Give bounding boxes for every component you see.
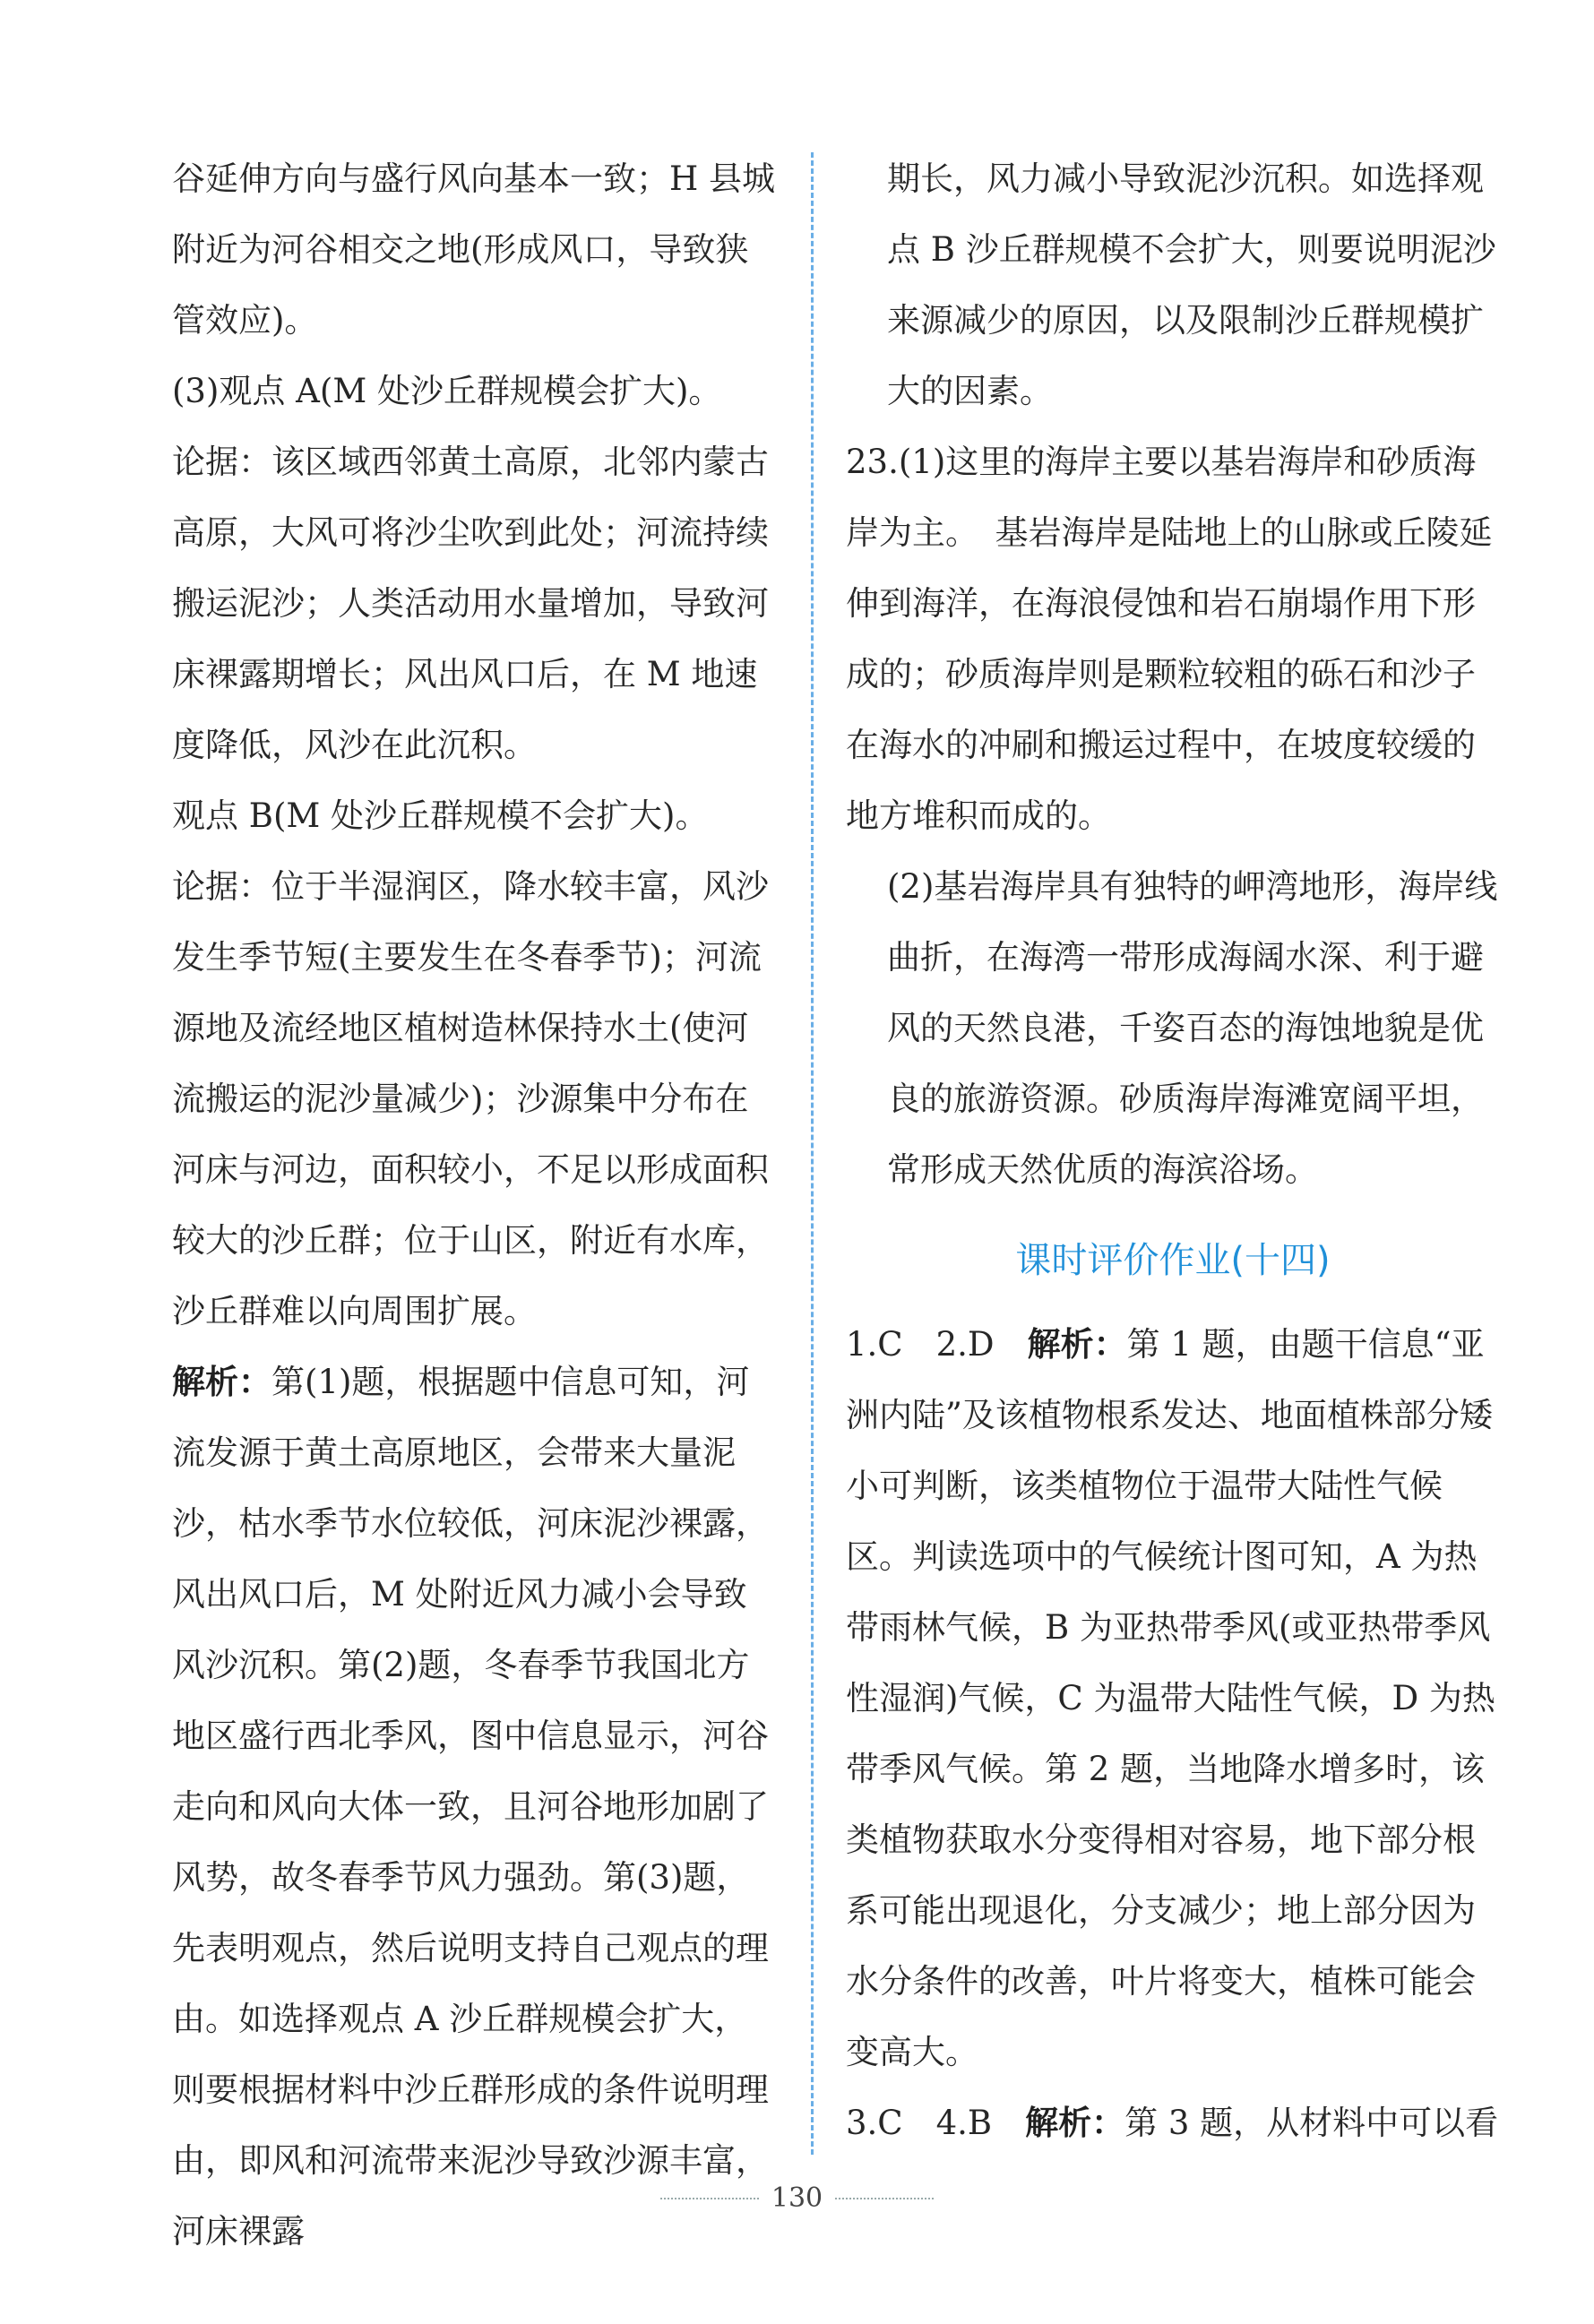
paragraph-left-2: (3)观点 A(M 处沙丘群规模会扩大)。	[172, 372, 722, 410]
paragraph-left-6	[172, 1347, 778, 2267]
answer-3-4	[846, 2087, 1500, 2158]
analysis-text: 第 1 题，由题干信息“亚洲内陆”及该植物根系发达、地面植株部分矮小可判断，该类植物位于温带大陆性气候区。判读选项中的气候统计图可知，A 为热带雨林气候，B 为亚热带季风(或亚热带季风性湿润)气候，C 为温带大陆性气候，D 为热带季风气候。第 2 题，当地降水增多时，该类植物获取水分变得相对容易，地下部分根系可能出现退化，分支减少；地上部分因为水分条件的改善，叶片将变大，植株可能会变高大。	[846, 1325, 1495, 2071]
footer-ornament-left	[660, 2198, 759, 2199]
paragraph-left-3: 论据：该区域西邻黄土高原，北邻内蒙古高原，大风可将沙尘吹到此处；河流持续搬运泥沙；人类活动用水量增加，导致河床裸露期增长；风出风口后，在 M 地速度降低，风沙在此沉积。	[172, 443, 769, 764]
answer-prefix: 3.C 4.B	[846, 2104, 1026, 2142]
paragraph-right-3: (2)基岩海岸具有独特的岬湾地形，海岸线曲折，在海湾一带形成海阔水深、利于避风的天然良港，千姿百态的海蚀地貌是优良的旅游资源。砂质海岸海滩宽阔平坦，常形成天然优质的海滨浴场。	[887, 867, 1498, 1189]
column-divider	[811, 152, 814, 2155]
answer-prefix: 1.C 2.D	[846, 1325, 1028, 1364]
page-footer	[0, 2182, 1594, 2214]
answer-1-2	[846, 1309, 1500, 2087]
paragraph-right-1: 期长，风力减小导致泥沙沉积。如选择观点 B 沙丘群规模不会扩大，则要说明泥沙来源减少的原因，以及限制沙丘群规模扩大的因素。	[887, 159, 1496, 410]
section-heading: 课时评价作业(十四)	[1015, 1240, 1331, 1281]
paragraph-left-1: 谷延伸方向与盛行风向基本一致；H 县城附近为河谷相交之地(形成风口，导致狭管效应)。	[172, 159, 776, 340]
paragraph-left-4: 观点 B(M 处沙丘群规模不会扩大)。	[172, 796, 709, 835]
analysis-text: 第(1)题，根据题中信息可知，河流发源于黄土高原地区，会带来大量泥沙，枯水季节水位较低，河床泥沙裸露，风出风口后，M 处附近风力减小会导致风沙沉积。第(2)题，冬春季节我国北方地区盛行西北季风，图中信息显示，河谷走向和风向大体一致，且河谷地形加剧了风势，故冬春季节风力强劲。第(3)题，先表明观点，然后说明支持自己观点的理由。如选择观点 A 沙丘群规模会扩大，则要根据材料中沙丘群形成的条件说明理由，即风和河流带来泥沙导致沙源丰富，河床裸露	[172, 1363, 769, 2251]
paragraph-right-2: 23.(1)这里的海岸主要以基岩海岸和砂质海岸为主。 基岩海岸是陆地上的山脉或丘陵延伸到海洋，在海浪侵蚀和岩石崩塌作用下形成的；砂质海岸则是颗粒较粗的砾石和沙子在海水的冲刷和搬运过程中，在坡度较缓的地方堆积而成的。	[846, 443, 1493, 835]
footer-ornament-right	[835, 2198, 934, 2199]
analysis-label: 解析：	[1027, 1325, 1127, 1364]
analysis-label: 解析：	[1025, 2104, 1125, 2142]
page-number: 130	[771, 2182, 823, 2214]
analysis-label: 解析：	[172, 1363, 271, 1401]
paragraph-left-5: 论据：位于半湿润区，降水较丰富，风沙发生季节短(主要发生在冬春季节)；河流源地及流经地区植树造林保持水土(使河流搬运的泥沙量减少)；沙源集中分布在河床与河边，面积较小，不足以形成面积较大的沙丘群；位于山区，附近有水库，沙丘群难以向周围扩展。	[172, 867, 769, 1330]
analysis-text: 第 3 题，从材料中可以看	[1124, 2104, 1499, 2142]
right-column	[846, 143, 1500, 2158]
left-column	[172, 143, 778, 2267]
